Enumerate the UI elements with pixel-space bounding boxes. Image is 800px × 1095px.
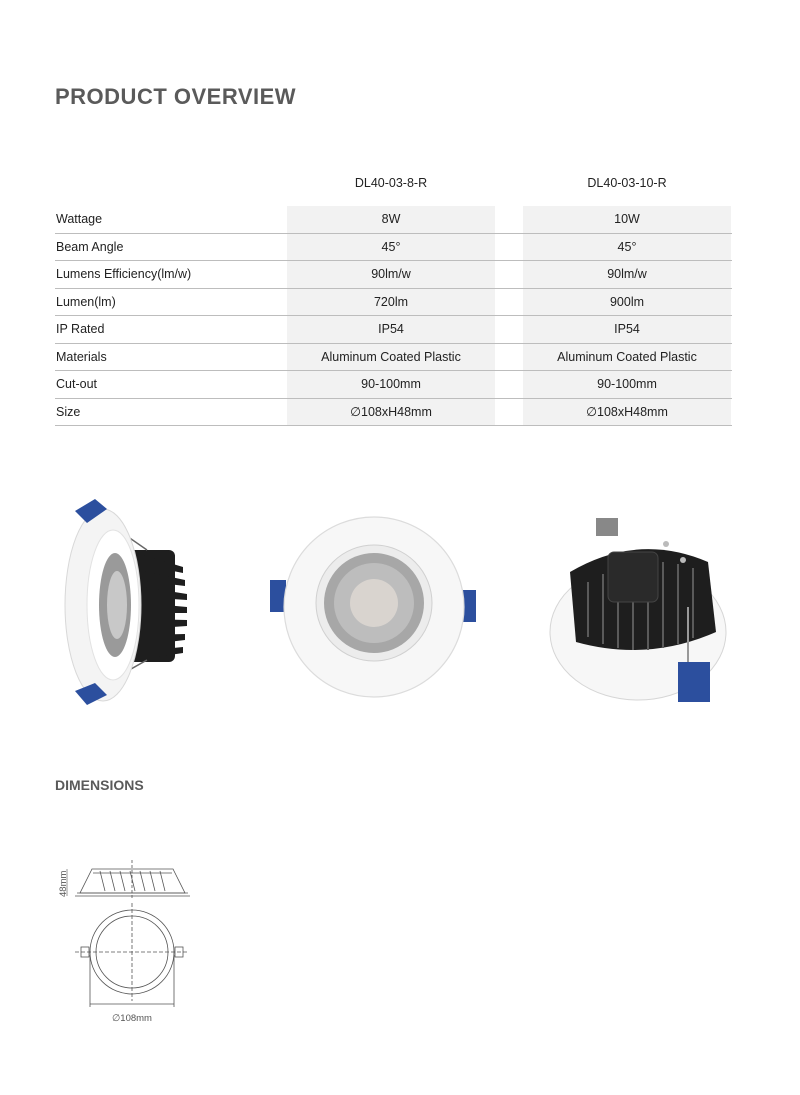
spec-row-size <box>55 399 732 427</box>
diameter-label: ∅108mm <box>112 1013 152 1024</box>
row-value-model-2: Aluminum Coated Plastic <box>523 344 731 371</box>
side-profile <box>75 860 190 899</box>
dimensions-title: DIMENSIONS <box>55 777 144 793</box>
row-value-model-1: 8W <box>287 206 495 233</box>
product-back-view-image <box>548 512 733 707</box>
spec-row-wattage <box>55 206 732 234</box>
row-value-model-1: 90-100mm <box>287 371 495 398</box>
row-value-model-2: 90lm/w <box>523 261 731 288</box>
row-value-model-1: ∅108xH48mm <box>287 399 495 426</box>
spec-row-beam-angle <box>55 234 732 262</box>
row-value-model-2: 90-100mm <box>523 371 731 398</box>
row-value-model-1: 720lm <box>287 289 495 316</box>
row-label: Wattage <box>56 212 103 226</box>
dimensions-drawing <box>55 855 195 1030</box>
row-label: IP Rated <box>56 322 105 336</box>
product-side-view-image <box>55 495 205 710</box>
row-divider <box>55 425 732 426</box>
height-label: 48mm <box>58 870 69 897</box>
row-label: Lumens Efficiency(lm/w) <box>56 267 192 281</box>
row-label: Lumen(lm) <box>56 294 116 309</box>
spec-row-ip-rated <box>55 316 732 344</box>
row-label: Size <box>56 404 81 419</box>
product-front-view-image <box>262 512 487 702</box>
row-label: Beam Angle <box>56 239 124 254</box>
row-label: Cut-out <box>56 377 97 391</box>
row-value-model-1: IP54 <box>287 316 495 343</box>
model-header-2: DL40-03-10-R <box>587 176 667 190</box>
row-value-model-2: 45° <box>523 234 731 261</box>
spec-row-lumens-efficiency <box>55 261 732 289</box>
row-value-model-1: 90lm/w <box>287 261 495 288</box>
spec-row-materials <box>55 344 732 372</box>
row-value-model-2: 900lm <box>523 289 731 316</box>
spec-row-lumen <box>55 289 732 317</box>
row-value-model-2: ∅108xH48mm <box>523 399 731 426</box>
spec-table <box>55 206 732 426</box>
row-label: Materials <box>56 349 107 364</box>
row-value-model-1: 45° <box>287 234 495 261</box>
row-value-model-2: IP54 <box>523 316 731 343</box>
page-title: PRODUCT OVERVIEW <box>55 84 297 109</box>
top-view <box>75 903 189 1007</box>
row-value-model-1: Aluminum Coated Plastic <box>287 344 495 371</box>
row-value-model-2: 10W <box>523 206 731 233</box>
spec-row-cut-out <box>55 371 732 399</box>
model-header-1: DL40-03-8-R <box>354 176 428 190</box>
